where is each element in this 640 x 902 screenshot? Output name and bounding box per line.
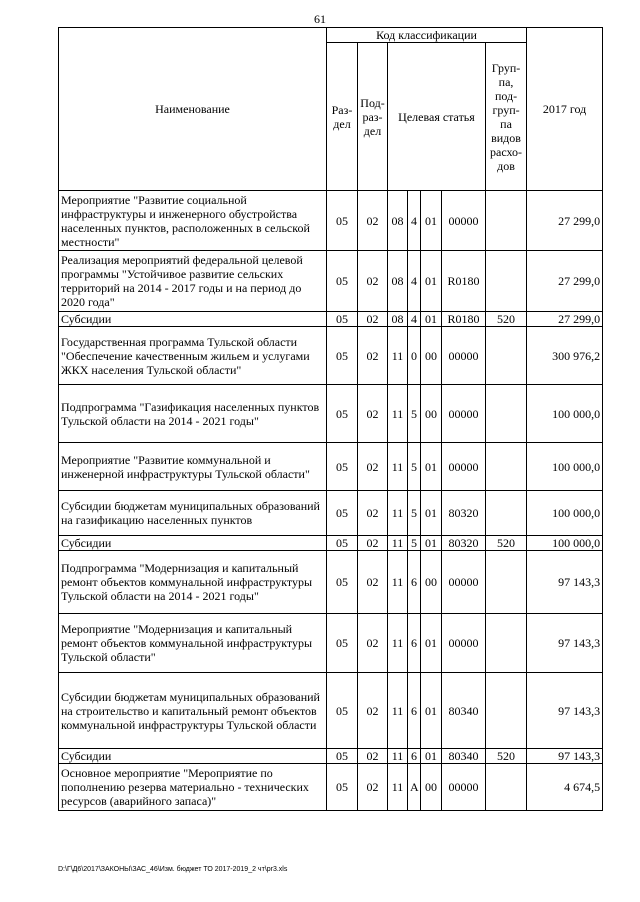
row-podrazdel: 02 [358, 251, 388, 312]
row-amount-2017: 97 143,3 [527, 673, 603, 749]
table-row [59, 327, 603, 385]
row-target-direction: 00000 [442, 191, 486, 251]
row-podrazdel: 02 [358, 491, 388, 536]
row-name: Субсидии [59, 312, 327, 327]
header-year: 2017 год [527, 28, 603, 191]
row-amount-2017: 4 674,5 [527, 764, 603, 811]
row-expense-group [486, 251, 527, 312]
row-amount-2017: 97 143,3 [527, 551, 603, 614]
row-target-direction: 00000 [442, 327, 486, 385]
row-amount-2017: 97 143,3 [527, 614, 603, 673]
row-target-event: 01 [421, 614, 442, 673]
row-expense-group [486, 443, 527, 491]
row-target-direction: 80340 [442, 749, 486, 764]
header-target: Целевая статья [388, 43, 486, 191]
row-name: Субсидии бюджетам муниципальных образований на строительство и капитальный ремонт объектов коммунальной инфраструктуры Тульской области [59, 673, 327, 749]
row-amount-2017: 27 299,0 [527, 312, 603, 327]
row-razdel: 05 [327, 385, 358, 443]
row-podrazdel: 02 [358, 749, 388, 764]
row-expense-group [486, 191, 527, 251]
page-number: 61 [314, 12, 326, 26]
row-target-program: 11 [388, 491, 408, 536]
row-target-subprogram: 4 [408, 251, 421, 312]
row-name: Мероприятие "Развитие социальной инфраструктуры и инженерного обустройства населенных пунктов, расположенных в сельской местности" [59, 191, 327, 251]
row-name: Субсидии бюджетам муниципальных образований на газификацию населенных пунктов [59, 491, 327, 536]
row-amount-2017: 27 299,0 [527, 191, 603, 251]
row-podrazdel: 02 [358, 443, 388, 491]
row-target-event: 01 [421, 673, 442, 749]
row-target-direction: R0180 [442, 312, 486, 327]
row-target-program: 11 [388, 614, 408, 673]
row-name: Подпрограмма "Модернизация и капитальный ремонт объектов коммунальной инфраструктуры Тульской области на 2014 - 2021 годы" [59, 551, 327, 614]
row-razdel: 05 [327, 536, 358, 551]
row-expense-group: 520 [486, 312, 527, 327]
row-target-event: 01 [421, 191, 442, 251]
row-name: Реализация мероприятий федеральной целевой программы "Устойчивое развитие сельских территорий на 2014 - 2017 годы и на период до 2020 года" [59, 251, 327, 312]
row-target-event: 01 [421, 251, 442, 312]
row-target-subprogram: А [408, 764, 421, 811]
row-target-direction: 00000 [442, 551, 486, 614]
row-target-program: 11 [388, 551, 408, 614]
row-razdel: 05 [327, 327, 358, 385]
row-target-subprogram: 4 [408, 191, 421, 251]
table-row [59, 749, 603, 764]
row-expense-group [486, 764, 527, 811]
row-razdel: 05 [327, 764, 358, 811]
row-expense-group [486, 491, 527, 536]
row-amount-2017: 97 143,3 [527, 749, 603, 764]
row-target-program: 11 [388, 764, 408, 811]
row-podrazdel: 02 [358, 191, 388, 251]
row-target-direction: 00000 [442, 614, 486, 673]
row-target-subprogram: 6 [408, 551, 421, 614]
table-row [59, 673, 603, 749]
header-name: Наименование [59, 28, 327, 191]
table-row [59, 385, 603, 443]
row-podrazdel: 02 [358, 327, 388, 385]
row-razdel: 05 [327, 673, 358, 749]
row-target-subprogram: 5 [408, 385, 421, 443]
row-target-program: 11 [388, 673, 408, 749]
row-target-program: 11 [388, 327, 408, 385]
row-target-event: 01 [421, 443, 442, 491]
row-expense-group [486, 673, 527, 749]
row-target-program: 08 [388, 251, 408, 312]
row-target-event: 01 [421, 312, 442, 327]
row-target-subprogram: 6 [408, 749, 421, 764]
row-razdel: 05 [327, 251, 358, 312]
row-expense-group [486, 614, 527, 673]
row-podrazdel: 02 [358, 673, 388, 749]
row-target-program: 11 [388, 385, 408, 443]
row-target-event: 01 [421, 536, 442, 551]
row-target-program: 11 [388, 536, 408, 551]
row-target-subprogram: 5 [408, 443, 421, 491]
row-razdel: 05 [327, 491, 358, 536]
row-razdel: 05 [327, 312, 358, 327]
row-razdel: 05 [327, 749, 358, 764]
row-amount-2017: 100 000,0 [527, 536, 603, 551]
row-target-event: 00 [421, 551, 442, 614]
row-target-program: 08 [388, 191, 408, 251]
table-row [59, 551, 603, 614]
row-name: Субсидии [59, 536, 327, 551]
row-target-direction: 80320 [442, 536, 486, 551]
table-row [59, 764, 603, 811]
row-amount-2017: 100 000,0 [527, 491, 603, 536]
header-code: Код классификации [327, 28, 527, 43]
row-razdel: 05 [327, 551, 358, 614]
row-amount-2017: 100 000,0 [527, 443, 603, 491]
row-target-event: 01 [421, 749, 442, 764]
table-row [59, 312, 603, 327]
row-name: Мероприятие "Развитие коммунальной и инженерной инфраструктуры Тульской области" [59, 443, 327, 491]
row-target-subprogram: 0 [408, 327, 421, 385]
row-podrazdel: 02 [358, 551, 388, 614]
row-target-direction: 00000 [442, 385, 486, 443]
table-row [59, 614, 603, 673]
table-row [59, 251, 603, 312]
row-amount-2017: 27 299,0 [527, 251, 603, 312]
row-target-direction: 00000 [442, 764, 486, 811]
row-target-subprogram: 6 [408, 673, 421, 749]
table-row [59, 191, 603, 251]
row-expense-group [486, 385, 527, 443]
budget-table [58, 27, 603, 811]
table-body [59, 191, 603, 811]
row-name: Государственная программа Тульской области "Обеспечение качественным жильем и услугами ЖКХ населения Тульской области" [59, 327, 327, 385]
row-name: Подпрограмма "Газификация населенных пунктов Тульской области на 2014 - 2021 годы" [59, 385, 327, 443]
row-target-program: 11 [388, 749, 408, 764]
row-podrazdel: 02 [358, 764, 388, 811]
row-target-subprogram: 6 [408, 614, 421, 673]
row-name: Основное мероприятие "Мероприятие по пополнению резерва материально - технических ресурсов (аварийного запаса)" [59, 764, 327, 811]
row-target-subprogram: 5 [408, 536, 421, 551]
row-target-direction: 00000 [442, 443, 486, 491]
row-expense-group: 520 [486, 536, 527, 551]
row-target-subprogram: 5 [408, 491, 421, 536]
row-razdel: 05 [327, 443, 358, 491]
row-podrazdel: 02 [358, 312, 388, 327]
row-podrazdel: 02 [358, 536, 388, 551]
row-razdel: 05 [327, 614, 358, 673]
row-razdel: 05 [327, 191, 358, 251]
table-row [59, 536, 603, 551]
header-group: Груп- па, под- груп- па видов расхо- дов [486, 43, 527, 191]
row-target-event: 00 [421, 385, 442, 443]
row-name: Мероприятие "Модернизация и капитальный ремонт объектов коммунальной инфраструктуры Тульской области" [59, 614, 327, 673]
row-expense-group [486, 327, 527, 385]
row-target-program: 11 [388, 443, 408, 491]
row-target-direction: 80320 [442, 491, 486, 536]
footer-file-path: D:\Г\Д6\2017\ЗАКОНЫ\ЗАС_46\Изм. бюджет ТО 2017-2019_2 чт\pr3.xls [58, 866, 288, 873]
header-razdel: Раз- дел [327, 43, 358, 191]
row-target-event: 00 [421, 764, 442, 811]
row-target-direction: 80340 [442, 673, 486, 749]
row-name: Субсидии [59, 749, 327, 764]
table-row [59, 491, 603, 536]
header-podrazdel: Под- раз- дел [358, 43, 388, 191]
row-target-event: 01 [421, 491, 442, 536]
row-amount-2017: 100 000,0 [527, 385, 603, 443]
table-row [59, 443, 603, 491]
row-target-program: 08 [388, 312, 408, 327]
row-podrazdel: 02 [358, 385, 388, 443]
row-target-direction: R0180 [442, 251, 486, 312]
row-expense-group: 520 [486, 749, 527, 764]
row-target-event: 00 [421, 327, 442, 385]
row-expense-group [486, 551, 527, 614]
row-amount-2017: 300 976,2 [527, 327, 603, 385]
row-podrazdel: 02 [358, 614, 388, 673]
row-target-subprogram: 4 [408, 312, 421, 327]
